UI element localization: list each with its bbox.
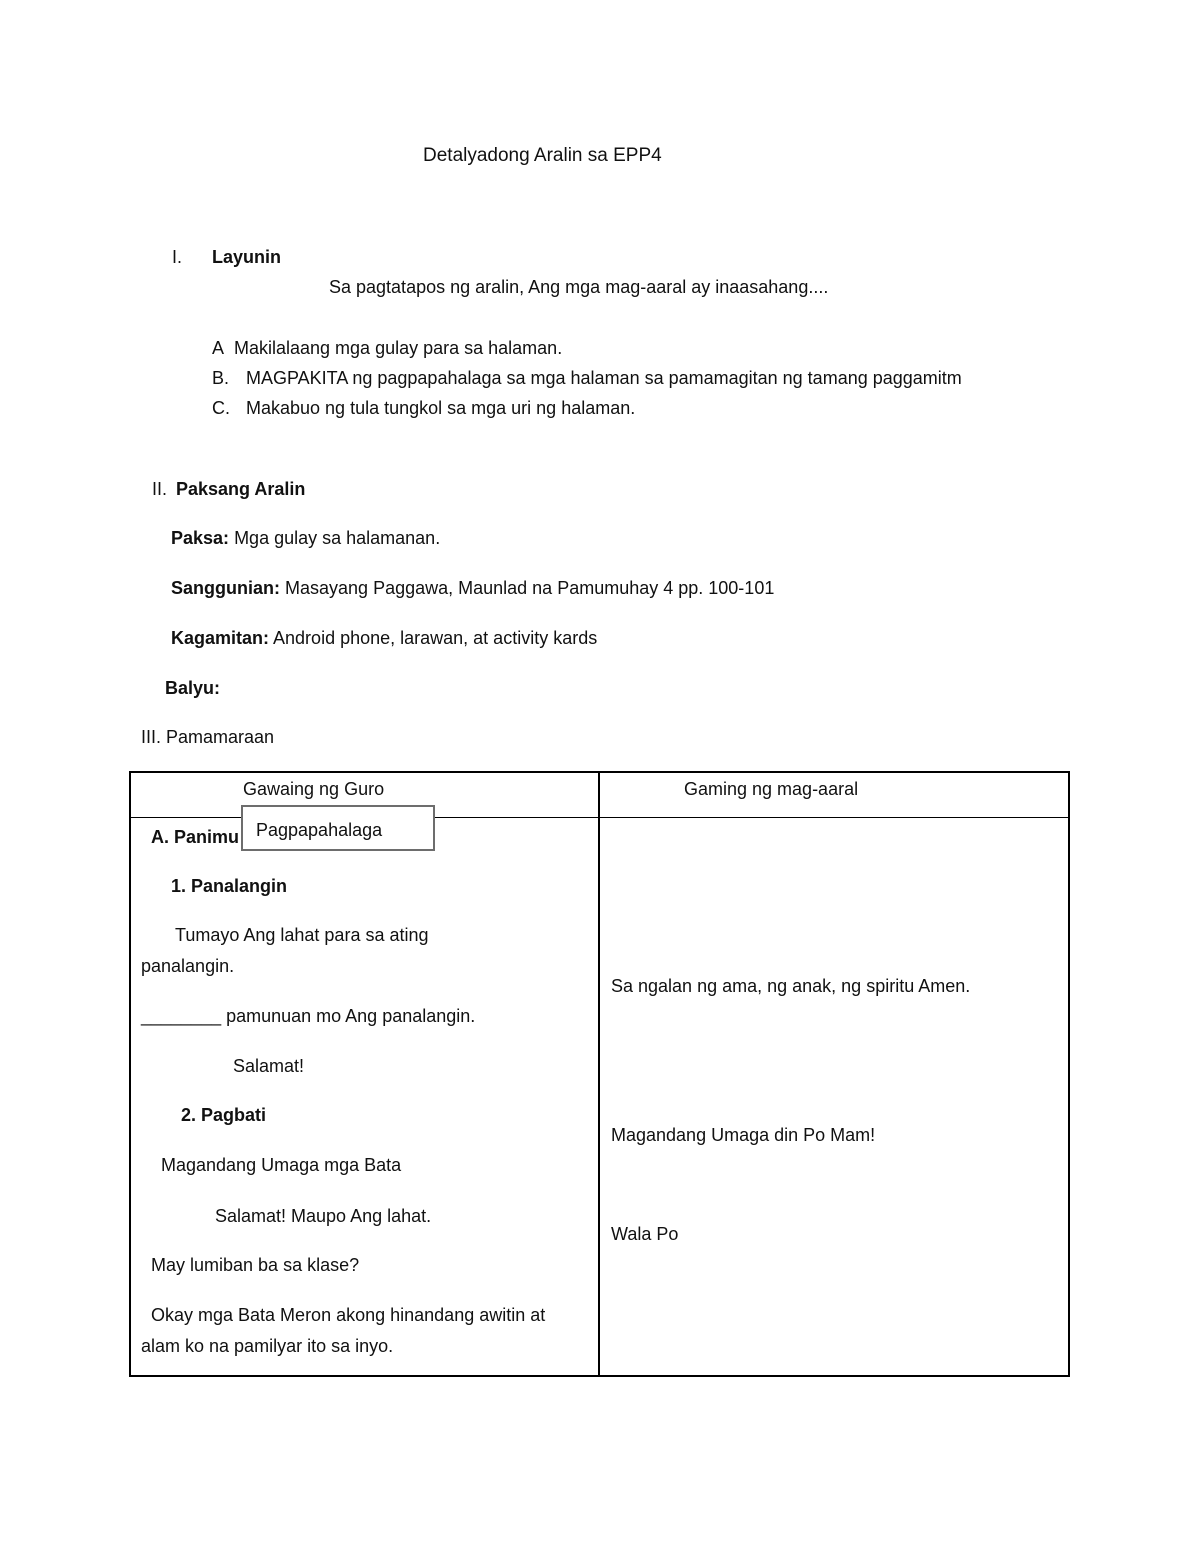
student-response-1: Sa ngalan ng ama, ng anak, ng spiritu Amen. bbox=[611, 976, 971, 996]
step-1-heading: 1. Panalangin bbox=[171, 876, 288, 896]
objective-c-marker: C. bbox=[212, 398, 230, 418]
teacher-line-5: Salamat! Maupo Ang lahat. bbox=[215, 1206, 432, 1226]
table-header-teacher: Gawaing ng Guro bbox=[243, 779, 385, 799]
document-title: Detalyadong Aralin sa EPP4 bbox=[423, 145, 662, 166]
teacher-line-7b: alam ko na pamilyar ito sa inyo. bbox=[141, 1336, 394, 1356]
section-2-heading: Paksang Aralin bbox=[176, 479, 306, 499]
teacher-line-2: ________ pamunuan mo Ang panalangin. bbox=[141, 1006, 476, 1026]
section-3-heading: III. Pamamaraan bbox=[141, 727, 275, 747]
paksa-value: Mga gulay sa halamanan. bbox=[234, 528, 441, 548]
student-response-3: Wala Po bbox=[611, 1224, 679, 1244]
teacher-line-7a: Okay mga Bata Meron akong hinandang awitin at bbox=[151, 1305, 546, 1325]
sanggunian-label: Sanggunian: bbox=[171, 578, 280, 598]
objective-b-marker: B. bbox=[212, 368, 230, 388]
objective-a-marker: A bbox=[212, 338, 225, 358]
sanggunian-value: Masayang Paggawa, Maunlad na Pamumuhay 4 pp. 100-101 bbox=[285, 578, 775, 598]
objective-c-text: Makabuo ng tula tungkol sa mga uri ng halaman. bbox=[246, 398, 636, 418]
kagamitan-label: Kagamitan: bbox=[171, 628, 270, 648]
paksa-label: Paksa: bbox=[171, 528, 230, 548]
objective-a-text: Makilalaang mga gulay para sa halaman. bbox=[234, 338, 563, 358]
teacher-line-4: Magandang Umaga mga Bata bbox=[161, 1155, 402, 1175]
table-header-student: Gaming ng mag-aaral bbox=[684, 779, 859, 799]
sanggunian-row bbox=[171, 577, 774, 599]
student-response-2: Magandang Umaga din Po Mam! bbox=[611, 1125, 876, 1145]
part-a-heading: A. Panimu bbox=[151, 827, 240, 847]
section-1-intro: Sa pagtatapos ng aralin, Ang mga mag-aaral ay inaasahang.... bbox=[329, 277, 829, 297]
kagamitan-row bbox=[171, 627, 597, 649]
teacher-line-1a: Tumayo Ang lahat para sa ating bbox=[175, 925, 429, 945]
section-1-number: I. bbox=[172, 247, 183, 267]
kagamitan-value: Android phone, larawan, at activity kards bbox=[273, 628, 598, 648]
objective-b-text: MAGPAKITA ng pagpapahalaga sa mga halaman sa pamamagitan ng tamang paggamitm bbox=[246, 368, 962, 388]
table-column-divider bbox=[598, 771, 600, 1377]
teacher-line-1b: panalangin. bbox=[141, 956, 235, 976]
callout-label: Pagpapahalaga bbox=[256, 820, 383, 840]
step-2-heading: 2. Pagbati bbox=[181, 1105, 267, 1125]
teacher-line-3: Salamat! bbox=[233, 1056, 305, 1076]
teacher-line-6: May lumiban ba sa klase? bbox=[151, 1255, 360, 1275]
paksa-row bbox=[171, 527, 440, 549]
callout-box bbox=[241, 805, 435, 851]
balyu-label: Balyu: bbox=[165, 678, 221, 698]
section-1-heading: Layunin bbox=[212, 247, 282, 267]
section-2-number: II. bbox=[152, 479, 168, 499]
